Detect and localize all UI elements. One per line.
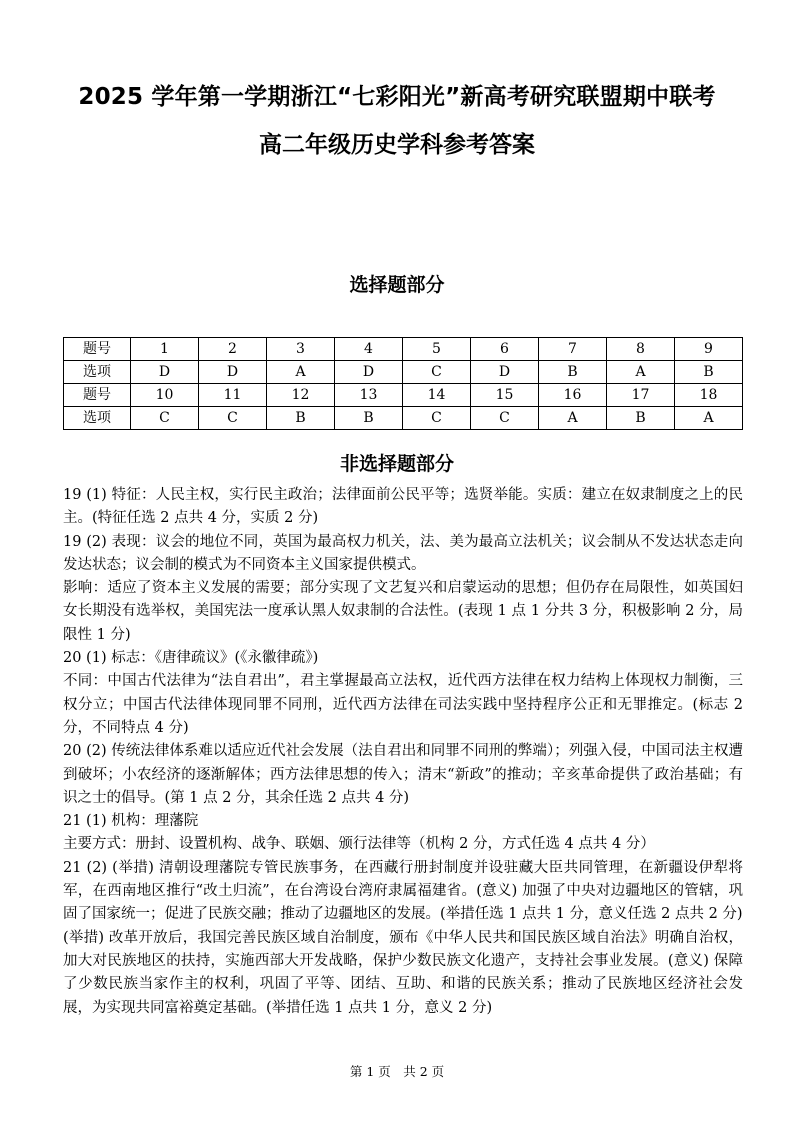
question-number-cell: 9 — [675, 338, 743, 361]
answer-cell: A — [607, 361, 675, 384]
question-number-cell: 15 — [471, 384, 539, 407]
answer-cell: C — [131, 407, 199, 430]
question-number-cell: 1 — [131, 338, 199, 361]
answer-cell: C — [199, 407, 267, 430]
question-number-row — [64, 384, 743, 407]
choice-section-title: 选择题部分 — [349, 274, 445, 296]
answer-cell: C — [403, 407, 471, 430]
question-number-cell: 12 — [267, 384, 335, 407]
answer-cell: C — [471, 407, 539, 430]
question-number-row — [64, 338, 743, 361]
nonchoice-answers — [63, 484, 743, 1020]
row-label-question: 题号 — [64, 384, 131, 407]
answer-paragraph: (举措) 改革开放后，我国完善民族区域自治制度，颁布《中华人民共和国民族区域自治法》明确自治权，加大对民族地区的扶持，实施西部大开发战略，保护少数民族文化遗产，支持社会事业发展。(意义) 保障了少数民族当家作主的权利，巩固了平等、团结、互助、和谐的民族关系；推动了民族地区经济社会发展，为实现共同富裕奠定基础。(举措任选 1 点共 1 分，意义 2 分) — [63, 929, 743, 1016]
row-label-question: 题号 — [64, 338, 131, 361]
question-number-cell: 16 — [539, 384, 607, 407]
question-number-cell: 5 — [403, 338, 471, 361]
answer-paragraph: 20 (2) 传统法律体系难以适应近代社会发展（法自君出和同罪不同刑的弊端）；列强入侵，中国司法主权遭到破坏；小农经济的逐渐解体；西方法律思想的传入；清末“新政”的推动；辛亥革命提供了政治基础；有识之士的倡导。(第 1 点 2 分，其余任选 2 点共 4 分) — [63, 743, 743, 806]
answer-paragraph: 19 (1) 特征：人民主权，实行民主政治；法律面前公民平等；选贤举能。实质：建立在奴隶制度之上的民主。(特征任选 2 点共 4 分，实质 2 分) — [63, 487, 743, 527]
answer-cell: B — [607, 407, 675, 430]
answer-cell: A — [267, 361, 335, 384]
answer-cell: D — [335, 361, 403, 384]
question-number-cell: 2 — [199, 338, 267, 361]
question-number-cell: 6 — [471, 338, 539, 361]
answer-cell: A — [539, 407, 607, 430]
question-number-cell: 17 — [607, 384, 675, 407]
answer-cell: B — [675, 361, 743, 384]
answer-row — [64, 361, 743, 384]
answer-paragraph: 21 (1) 机构：理藩院 — [63, 813, 199, 830]
answer-paragraph: 主要方式：册封、设置机构、战争、联姻、颁行法律等（机构 2 分，方式任选 4 点共 4 分） — [63, 836, 655, 853]
question-number-cell: 18 — [675, 384, 743, 407]
row-label-answer: 选项 — [64, 407, 131, 430]
question-number-cell: 11 — [199, 384, 267, 407]
answer-cell: D — [471, 361, 539, 384]
answer-cell: D — [199, 361, 267, 384]
answer-paragraph: 19 (2) 表现：议会的地位不同，英国为最高权力机关，法、美为最高立法机关；议会制从不发达状态走向发达状态；议会制的模式为不同资本主义国家提供模式。 — [63, 533, 743, 573]
page-number: 第 1 页 共 2 页 — [349, 1064, 445, 1079]
nonchoice-section-title: 非选择题部分 — [339, 453, 454, 475]
question-number-cell: 10 — [131, 384, 199, 407]
exam-title: 2025 学年第一学期浙江“七彩阳光”新高考研究联盟期中联考 — [78, 84, 716, 110]
answer-cell: C — [403, 361, 471, 384]
answer-cell: B — [267, 407, 335, 430]
question-number-cell: 8 — [607, 338, 675, 361]
question-number-cell: 7 — [539, 338, 607, 361]
answer-cell: A — [675, 407, 743, 430]
row-label-answer: 选项 — [64, 361, 131, 384]
answer-paragraph: 影响：适应了资本主义发展的需要；部分实现了文艺复兴和启蒙运动的思想；但仍存在局限性，如英国妇女长期没有选举权，美国宪法一度承认黑人奴隶制的合法性。(表现 1 点 1 分共 3 分，积极影响 2 分，局限性 1 分) — [63, 580, 743, 643]
question-number-cell: 4 — [335, 338, 403, 361]
answer-table — [63, 337, 743, 430]
answer-paragraph: 不同：中国古代法律为“法自君出”，君主掌握最高立法权，近代西方法律在权力结构上体现权力制衡，三权分立；中国古代法律体现同罪不同刑，近代西方法律在司法实践中坚持程序公正和无罪推定。(标志 2 分，不同特点 4 分) — [63, 673, 743, 736]
answer-cell: B — [539, 361, 607, 384]
answer-paragraph: 21 (2) (举措) 清朝设理藩院专管民族事务，在西藏行册封制度并设驻藏大臣共同管理，在新疆设伊犁将军，在西南地区推行“改土归流”，在台湾设台湾府隶属福建省。(意义) 加强了中央对边疆地区的管辖，巩固了国家统一；促进了民族交融；推动了边疆地区的发展。(举措任选 1 点共 1 分，意义任选 2 点共 2 分) — [63, 859, 743, 923]
answer-row — [64, 407, 743, 430]
question-number-cell: 14 — [403, 384, 471, 407]
question-number-cell: 13 — [335, 384, 403, 407]
answer-paragraph: 20 (1) 标志：《唐律疏议》(《永徽律疏》) — [63, 650, 319, 667]
answer-cell: D — [131, 361, 199, 384]
exam-subtitle: 高二年级历史学科参考答案 — [259, 132, 535, 158]
question-number-cell: 3 — [267, 338, 335, 361]
answer-cell: B — [335, 407, 403, 430]
